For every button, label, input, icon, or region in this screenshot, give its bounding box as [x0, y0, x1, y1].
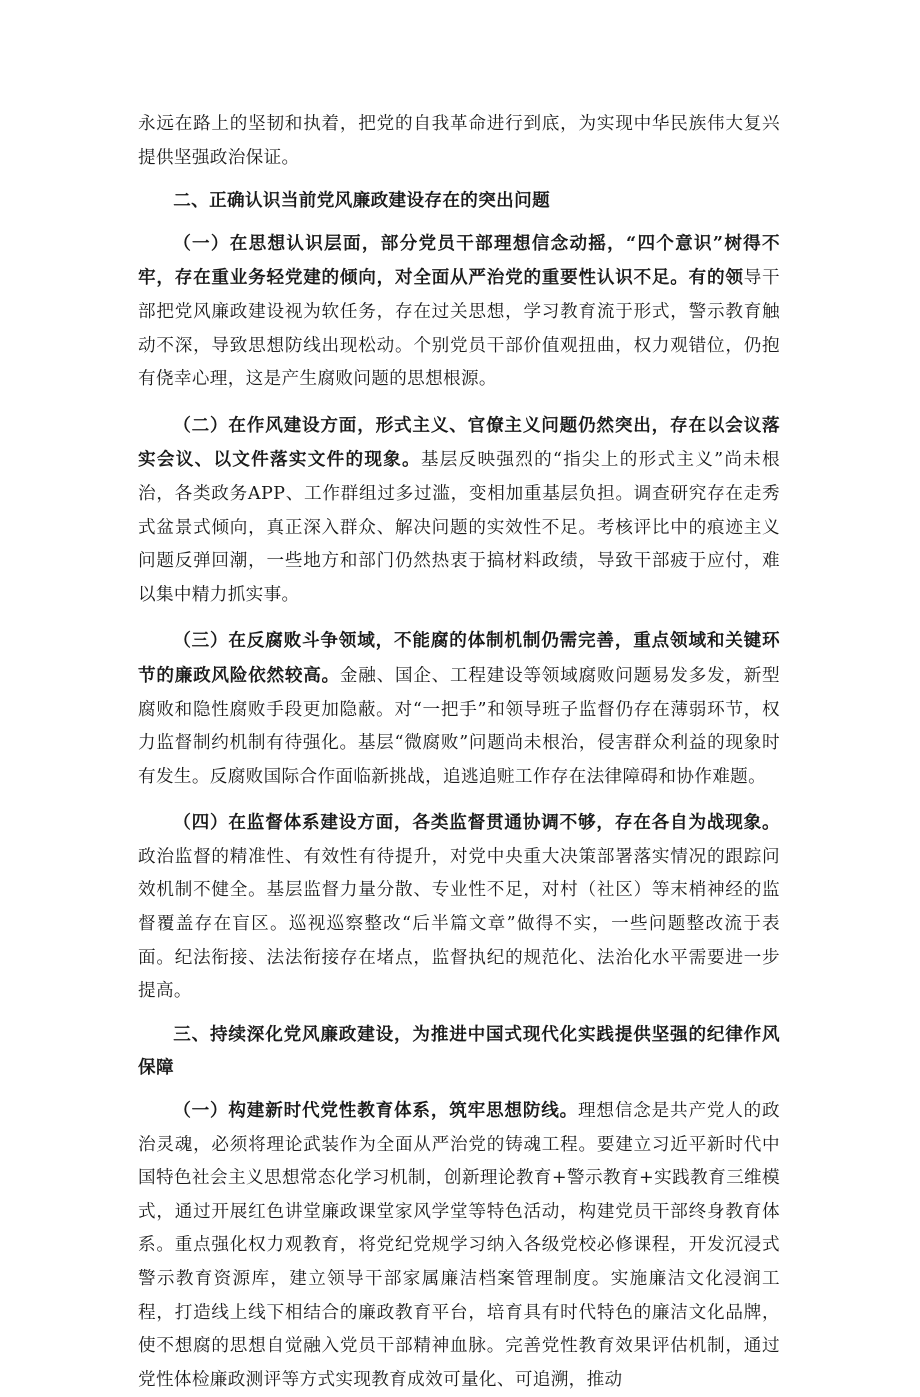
paragraph-body: 理想信念是共产党人的政治灵魂，必须将理论武装作为全面从严治党的铸魂工程。要建立习近平新时代中国特色社会主义思想常态化学习机制，创新理论教育+警示教育+实践教育三维模式，通过开展红色讲堂廉政课堂家风学堂等特色活动，构建党员干部终身教育体系。重点强化权力观教育，将党纪党规学习纳入各级党校必修课程，开发沉浸式警示教育资源库，建立领导干部家属廉洁档案管理制度。实施廉洁文化浸润工程，打造线上线下相结合的廉政教育平台，培育具有时代特色的廉洁文化品牌，使不想腐的思想自觉融入党员干部精神血脉。完善党性教育效果评估机制，通过党性体检廉政测评等方式实现教育成效可量化、可追溯，推动 [138, 1101, 780, 1390]
section-2-paragraph-1 [138, 227, 780, 397]
section-3-heading: 三、持续深化党风廉政建设，为推进中国式现代化实践提供坚强的纪律作风保障 [138, 1023, 780, 1079]
intro-continuation-paragraph: 永远在路上的坚韧和执着，把党的自我革命进行到底，为实现中华民族伟大复兴提供坚强政治保证。 [138, 114, 780, 168]
paragraph-lead: （一）构建新时代党性教育体系，筑牢思想防线。 [173, 1100, 579, 1122]
paragraph-lead: （二）在作风建设方面，形式主义、官僚主义问题仍然突出，存在以会议落实会议、以文件落实文件的现象。 [138, 414, 780, 471]
section-2-paragraph-2 [138, 409, 780, 613]
paragraph-body: 政治监督的精准性、有效性有待提升，对党中央重大决策部署落实情况的跟踪问效机制不健全。基层监督力量分散、专业性不足，对村（社区）等末梢神经的监督覆盖存在盲区。巡视巡察整改“后半篇文章”做得不实，一些问题整改流于表面。纪法衔接、法法衔接存在堵点，监督执纪的规范化、法治化水平需要进一步提高。 [138, 846, 780, 1002]
section-3-paragraph-1 [138, 1094, 780, 1397]
document-page [138, 108, 780, 1397]
section-2-paragraph-3 [138, 624, 780, 794]
paragraph-lead: （一）在思想认识层面，部分党员干部理想信念动摇，“四个意识”树得不牢，存在重业务轻党建的倾向，对全面从严治党的重要性认识不足。有的领 [138, 232, 780, 289]
paragraph-lead: （四）在监督体系建设方面，各类监督贯通协调不够，存在各自为战现象。 [173, 812, 780, 834]
paragraph-body: 基层反映强烈的“指尖上的形式主义”尚未根治，各类政务APP、工作群组过多过滥，变相加重基层负担。调查研究存在走秀式盆景式倾向，真正深入群众、解决问题的实效性不足。考核评比中的痕迹主义问题反弹回潮，一些地方和部门仍然热衷于搞材料政绩，导致干部疲于应付，难以集中精力抓实事。 [138, 450, 780, 605]
paragraph-lead: （三）在反腐败斗争领域，不能腐的体制机制仍需完善，重点领域和关键环节的廉政风险依然较高。 [138, 630, 780, 686]
section-2-heading: 二、正确认识当前党风廉政建设存在的突出问题 [173, 190, 551, 212]
paragraph-body: 金融、国企、工程建设等领域腐败问题易发多发，新型腐败和隐性腐败手段更加隐蔽。对“一把手”和领导班子监督仍存在薄弱环节，权力监督制约机制有待强化。基层“微腐败”问题尚未根治，侵害群众利益的现象时有发生。反腐败国际合作面临新挑战，追逃追赃工作存在法律障碍和协作难题。 [138, 665, 780, 787]
section-2-paragraph-4 [138, 806, 780, 1009]
paragraph-body: 导干部把党风廉政建设视为软任务，存在过关思想，学习教育流于形式，警示教育触动不深，导致思想防线出现松动。个别党员干部价值观扭曲，权力观错位，仍抱有侥幸心理，这是产生腐败问题的思想根源。 [138, 268, 781, 390]
